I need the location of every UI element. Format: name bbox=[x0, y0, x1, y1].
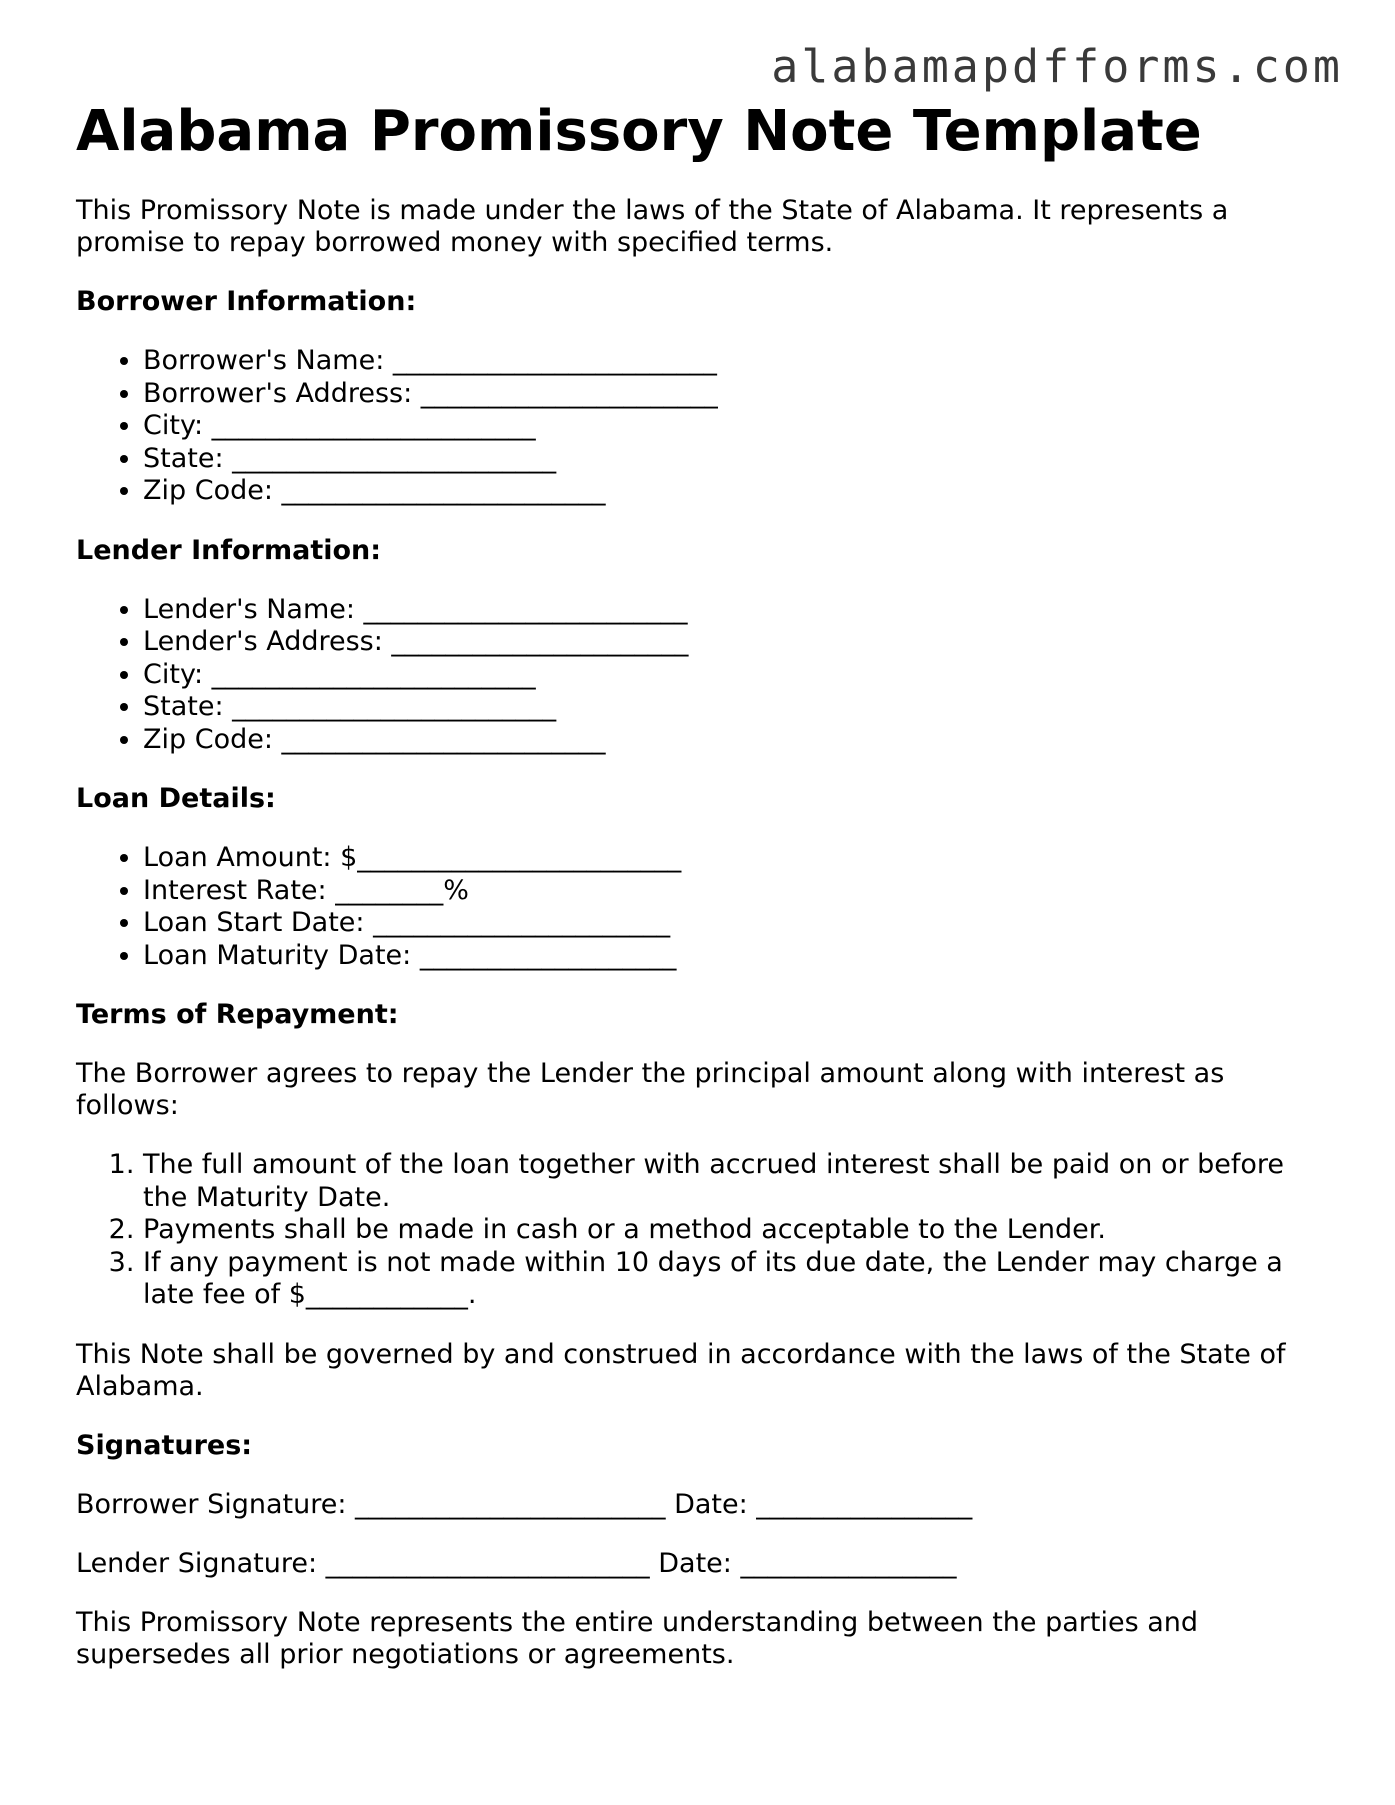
lender-state-field: • State: ________________________ bbox=[143, 691, 1326, 724]
lender-fields-list bbox=[76, 594, 1326, 757]
borrower-heading: Borrower Information: bbox=[76, 286, 417, 317]
lender-signature-line: Lender Signature: ________________________ Date: ________________ bbox=[76, 1547, 957, 1579]
borrower-fields-list bbox=[76, 345, 1326, 508]
loan-amount-field: • Loan Amount: $________________________ bbox=[143, 842, 1326, 875]
terms-item: 1. The full amount of the loan together with accrued interest shall be paid on or before the Maturity Date. bbox=[143, 1149, 1326, 1214]
borrower-address-field: • Borrower's Address: ______________________ bbox=[143, 378, 1326, 411]
borrower-name-field: • Borrower's Name: ________________________ bbox=[143, 345, 1326, 378]
loan-details-heading: Loan Details: bbox=[76, 783, 276, 814]
borrower-city-field: • City: ________________________ bbox=[143, 410, 1326, 443]
terms-heading: Terms of Repayment: bbox=[76, 999, 399, 1030]
document-title: Alabama Promissory Note Template bbox=[76, 99, 1202, 164]
document-page bbox=[76, 96, 1326, 1671]
borrower-state-field: • State: ________________________ bbox=[143, 443, 1326, 476]
lender-heading: Lender Information: bbox=[76, 534, 382, 566]
signatures-heading: Signatures: bbox=[76, 1429, 253, 1461]
governing-law-paragraph: This Note shall be governed by and construed in accordance with the laws of the State of Alabama. bbox=[76, 1338, 1286, 1402]
terms-intro: The Borrower agrees to repay the Lender the principal amount along with interest as follows: bbox=[76, 1058, 1225, 1121]
lender-address-field: • Lender's Address: ______________________ bbox=[143, 626, 1326, 659]
loan-details-list bbox=[76, 842, 1326, 972]
lender-name-field: • Lender's Name: ________________________ bbox=[143, 594, 1326, 627]
site-watermark: alabamapdfforms.com bbox=[771, 40, 1343, 93]
terms-item: 2. Payments shall be made in cash or a method acceptable to the Lender. bbox=[143, 1214, 1326, 1247]
borrower-zip-field: • Zip Code: ________________________ bbox=[143, 475, 1326, 508]
loan-maturity-date-field: • Loan Maturity Date: ___________________ bbox=[143, 940, 1326, 973]
terms-item: 3. If any payment is not made within 10 days of its due date, the Lender may charge a late fee of $____________. bbox=[143, 1247, 1326, 1312]
lender-zip-field: • Zip Code: ________________________ bbox=[143, 724, 1326, 757]
lender-city-field: • City: ________________________ bbox=[143, 659, 1326, 692]
borrower-signature-line: Borrower Signature: _______________________ Date: ________________ bbox=[76, 1488, 973, 1520]
loan-start-date-field: • Loan Start Date: ______________________ bbox=[143, 907, 1326, 940]
closing-paragraph: This Promissory Note represents the entire understanding between the parties and supersedes all prior negotiations or agreements. bbox=[76, 1606, 1199, 1670]
interest-rate-field: • Interest Rate: ________% bbox=[143, 875, 1326, 908]
terms-list bbox=[76, 1149, 1326, 1312]
intro-paragraph: This Promissory Note is made under the laws of the State of Alabama. It represents a promise to repay borrowed money with specified terms. bbox=[76, 195, 1229, 258]
